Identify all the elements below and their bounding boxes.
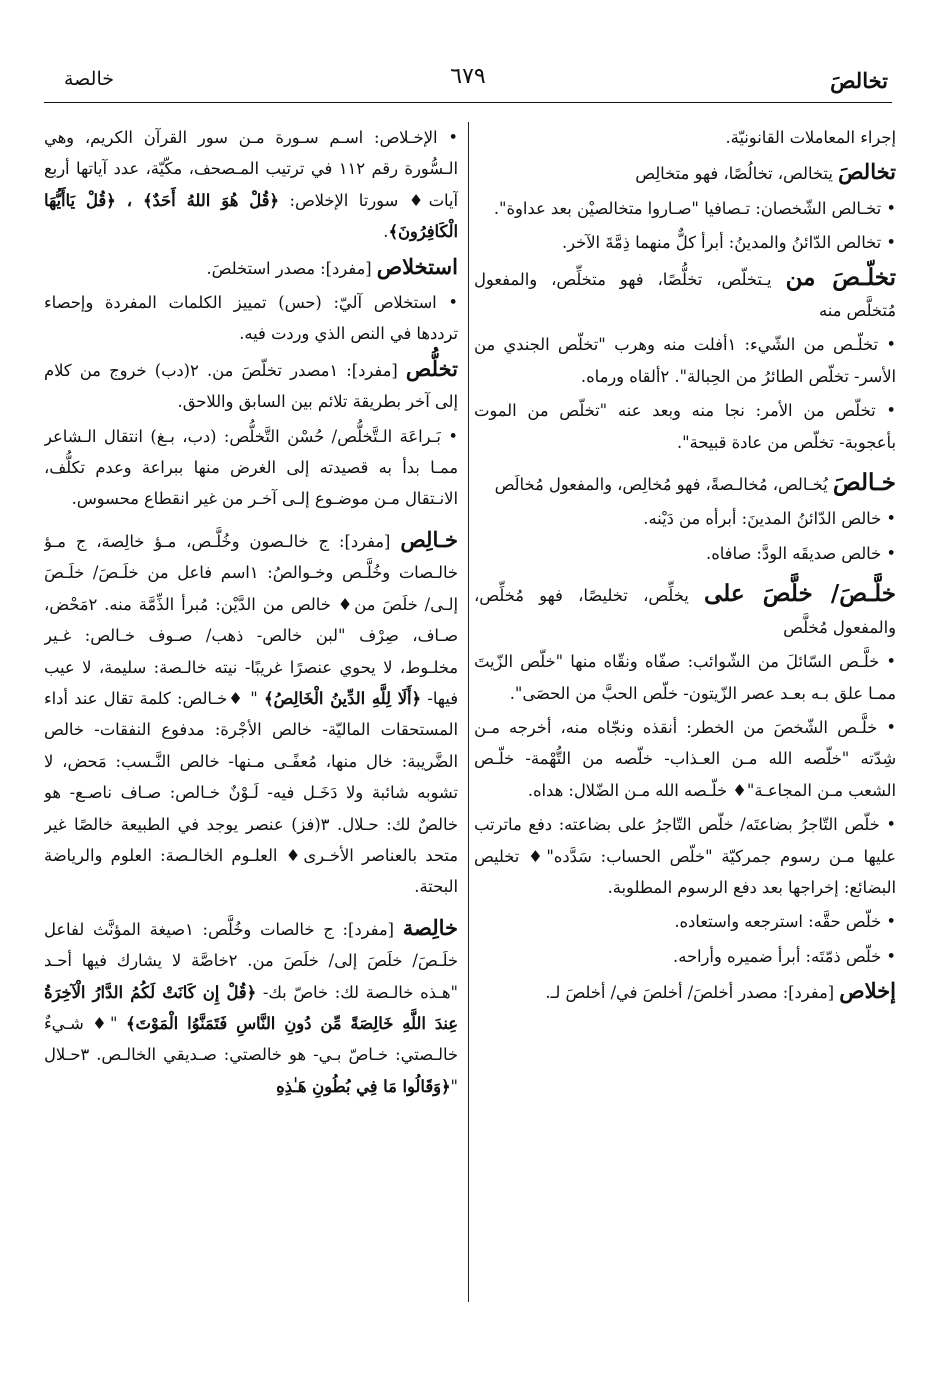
entry-text: [مفرد]: ج خالصات وخُلَّص: ١صيغة المؤنَّث لفاعل خلَـصَ/ خلَصَ إلى/ خلَصَ من. ٢خاصَّة لا يشارك فيها أحـد "هـذه خالـصة لك: خاصّ بك- — [44, 919, 458, 1002]
quran-quote: ﴿أَلَا لِلَّهِ الدِّينُ الْخَالِصُ﴾ — [264, 688, 422, 708]
dictionary-entry — [474, 646, 896, 709]
dictionary-entry — [474, 329, 896, 392]
entry-text: يخلِّص، تخليصًا، فهو مُخلِّص، والمفعول مُخلَّص — [474, 586, 896, 637]
dictionary-entry — [474, 395, 896, 458]
guide-word-left: خالصة — [64, 68, 114, 90]
dictionary-entry — [474, 975, 896, 1008]
entry-text: • خلَّـص الشّخصَ من الخطر: أنقذه ونجّاه منه، أخرجه مـن شِدّته "خلّصه الله مـن العـذاب- خلّصه من التُّهْمة- خلّـص الشعب مـن المجاعـة"♦ خلّـصه الله مـن الضّلال: هداه. — [474, 717, 896, 800]
dictionary-entry — [474, 578, 896, 643]
entry-text: يُخـالص، مُخالـصةً، فهو مُخالِص، والمفعول مُخالَص — [494, 475, 833, 495]
page-header — [44, 62, 892, 103]
quran-quote: ﴿قُلْ إِن كَانَتْ لَكُمُ الدَّارُ الْآخِرَةُ عِندَ اللَّهِ خَالِصَةً مِّن دُونِ النَّاسِ فَتَمَنَّوُا الْمَوْتَ﴾ — [44, 982, 458, 1033]
entry-text: • خلّص حقَّه: استرجعه واستعاده. — [674, 912, 896, 932]
entry-text: يـتخلّص، تخلُّصًا، فهو متخلِّص، والمفعول مُتخلَّص منه — [474, 269, 896, 321]
dictionary-entry — [474, 538, 896, 569]
entry-text: • استخلاص آليّ: (حس) تمييز الكلمات المفردة وإحصاء ترددها في النص الذي وردت فيه. — [44, 293, 458, 344]
page-number: ٦٧٩ — [450, 64, 486, 89]
dictionary-entry — [474, 941, 896, 972]
dictionary-entry — [44, 524, 458, 903]
entry-text: • تخالص الدّائنُ والمدينُ: أبرأ كلٌّ منهما ذِمَّةَ الآخر. — [562, 233, 896, 253]
dictionary-entry — [44, 287, 458, 350]
dictionary-entry — [474, 503, 896, 534]
entry-headword: خـالِص — [400, 526, 458, 552]
entry-text: • الإخـلاص: اسـم سـورة مـن سور القرآن الكريم، وهي الـسُّورة رقم ١١٢ في ترتيب المـصحف، مكّيّة، عدد آياتها أربع آيات♦ سورتا الإخلاص: — [44, 128, 458, 210]
entry-text: يتخالص، تخالُصًا، فهو متخالِص — [635, 164, 839, 184]
entry-text: "♦ شـيءٌ خالـصتي: خـاصّ بـي- هو خالصتي: صـديقي الخالـص. ٣حـلال " — [44, 1013, 458, 1096]
entry-text: • خالص صديقَه الودَّ: صافاه. — [706, 543, 896, 563]
entry-text: • خلّص التّاجرُ بضاعتَه/ خلّص التّاجرُ على بضاعته: دفع ماترتب عليها مـن رسوم جمركيّة "خلّص الحساب: سَدَّده"♦ تخليص البضائع: إخراجها بعد دفع الرسوم المطلوبة. — [474, 815, 896, 897]
dictionary-entry — [474, 193, 896, 224]
dictionary-entry — [474, 156, 896, 189]
dictionary-entry — [474, 906, 896, 937]
entry-text: [مفرد]: ج خالـصون وخُلَّـص، مـؤ خالِصة، ج مـؤ خالـصات وخُلَّـص وخـوالصُ: ١اسم فاعل من خلَـصَ/ خلَـصَ إلـى/ خلَصَ من♦ خالص من الدَّيْن: مُبرأ الذِّمَّة منه. ٢مَحْض، صـاف، صِرْف "لبن خالص- ذهب/ صـوف خـالص: غـير مخلـوط، لا يحوي عنصرًا غريبًا- نيته خالـصة: سليمة، لا عيب فيها- — [44, 531, 458, 708]
dictionary-entry — [474, 122, 896, 153]
guide-word-right: تخالصَ — [830, 68, 888, 93]
dictionary-entry — [44, 251, 458, 284]
dictionary-entry — [44, 912, 458, 1102]
dictionary-entry — [474, 467, 896, 500]
entry-text: • خلَّـص السّائلَ من الشّوائب: صفّاه ونقّاه منها "خلّص الزّيتَ ممـا علق بـه بعـد عصر الزّيتون- خلّص الحبَّ من الحصَى". — [474, 652, 896, 703]
entry-text: • تخلّـص من الشّيء: ١أفلت منه وهرب "تخلّص الجندي من الأسر- تخلّص الطائرُ من الحِبالة". ٢ألقاه ورماه. — [474, 335, 896, 386]
entry-headword: خلَّـصَ/ خلَّصَ على — [704, 580, 896, 608]
entry-text: • خالص الدّائنُ المدينَ: أبرأه من دَيْنه. — [643, 509, 896, 529]
quran-quote: ﴿وَقَالُوا مَا فِي بُطُونِ هَـٰذِهِ — [276, 1076, 451, 1096]
entry-text: " ♦خـالص: كلمة تقال عند أداء المستحقات الماليّة- خالص الأجْرة: مدفوع النفقات- خالص الضَّريبة: خال منها، مُعفًـى مـنها- خالص النَّـسب: مَحض، لا تشوبه شائبة ولا دَخَـل فيه- لَـوْنٌ خـالص: صـاف ناصـع- هو خالصٌ لك: حـلال. ٣(فز) عنصر يوجد في الطبيعة خالصًا غير متحد بالعناصر الأخـرى♦ العلـوم الخالـصة: العلوم والرياضة البحتة. — [44, 688, 458, 897]
entry-text: . — [383, 222, 389, 242]
entry-headword: خـالصَ — [832, 469, 896, 497]
entry-headword: استخلاص — [376, 253, 458, 279]
dictionary-entry — [44, 421, 458, 515]
quran-quote: ﴿قُلْ هُوَ اللهُ أَحَدٌ﴾ ، ﴿قُلْ يَاأَيُّهَا الْكَافِرُونَ﴾ — [44, 190, 458, 242]
right-column — [474, 122, 896, 1302]
entry-headword: تخلُّص — [405, 355, 458, 381]
entry-text: [مفرد]: ١مصدر تخلّصَ من. ٢(دب) خروج من كلام إلى آخر بطريقة تلائم بين السابق واللاحق. — [44, 360, 458, 412]
dictionary-entry — [474, 227, 896, 258]
column-divider — [468, 122, 469, 1302]
dictionary-entry — [44, 122, 458, 248]
left-column — [44, 122, 458, 1302]
entry-text: • تخلّص من الأمر: نجا منه وبعد عنه "تخلّص من الموت بأعجوبة- تخلّص من عادة قبيحة". — [474, 401, 896, 452]
dictionary-entry — [474, 809, 896, 903]
entry-text: • تخـالص الشّخصان: تـصافيا "صـاروا متخالصيْن بعد عداوة". — [493, 198, 896, 218]
entry-text: • بَـراعَة الـتَّخلُّص/ حُسْن التَّخلُّص: (دب، بـغ) انتقال الـشاعر ممـا بدأ به قصيدته إلى الغرض منها ببراعة وعدم تكلُّف، الانـتقال مـن موضـوع إلـى آخـر من غير انقطاع محسوس. — [44, 426, 458, 509]
entry-headword: تخلّـصَ من — [785, 263, 896, 291]
entry-text: إجراء المعاملات القانونيّة. — [725, 128, 896, 147]
entry-text: • خلّص ذمّتَه: أبرأ ضميره وأراحه. — [673, 946, 896, 966]
entry-text: [مفرد]: مصدر استخلصَ. — [206, 258, 377, 278]
entry-text: [مفرد]: مصدر أخلصَ/ أخلصَ في/ أخلصَ لـ. — [545, 983, 840, 1003]
dictionary-entry — [474, 712, 896, 806]
entry-headword: خالِصة — [402, 914, 458, 940]
dictionary-entry — [44, 353, 458, 418]
dictionary-entry — [474, 262, 896, 327]
entry-headword: إخلاص — [839, 978, 896, 1004]
entry-headword: تخالصَ — [838, 159, 896, 185]
